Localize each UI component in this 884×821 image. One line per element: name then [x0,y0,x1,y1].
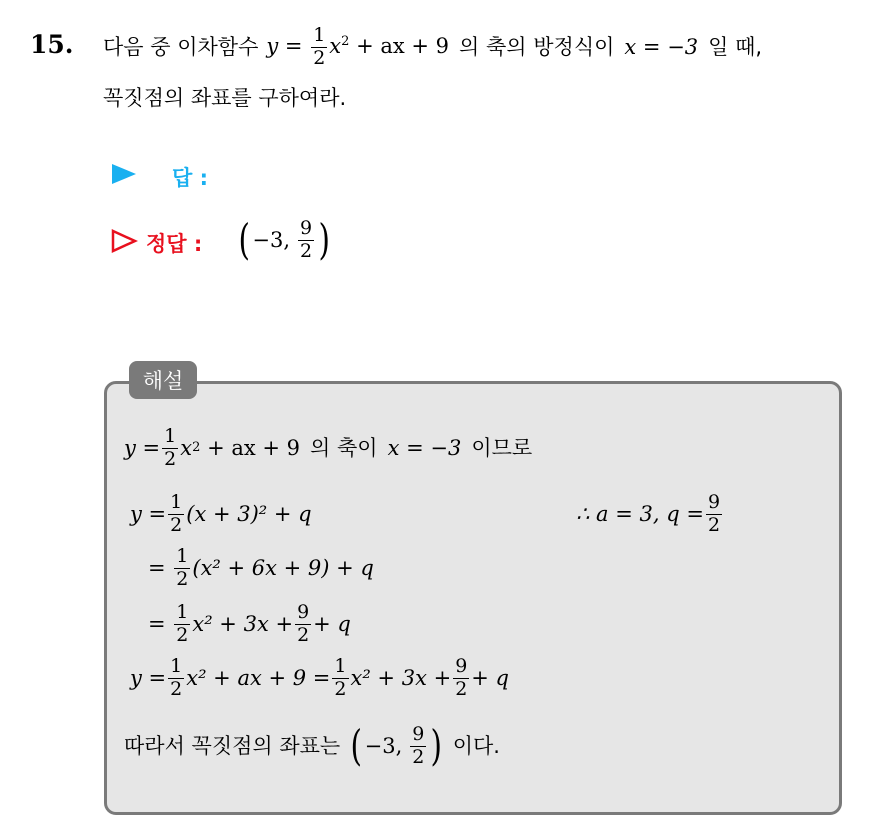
play-arrow-icon [110,162,138,190]
solution-line-1: y = $\frac{1}{2}$ x 2 + ax + 9 의 축이 x = −3 이므로 [124,424,533,470]
problem-number: 15. [30,30,74,59]
solution-line-4: = $\frac{1}{2}$ x² + 3x + $\frac{9}{2}$ + q [148,600,351,646]
problem-text-post: 일 때, [708,34,763,59]
solution-line-2: y = $\frac{1}{2}$ (x + 3)² + q [130,490,312,536]
function-y: y [266,33,279,58]
solution-tag: 해설 [129,361,197,399]
solution-conclusion: 따라서 꼭짓점의 좌표는 ( −3, $\frac{9}{2}$ ) 이다. [124,721,500,770]
correct-x: −3, [252,228,291,252]
axis-equation: x = −3 [624,35,699,59]
solution-line-3: = $\frac{1}{2}$ (x² + 6x + 9) + q [148,544,374,590]
problem-line-2: 꼭짓점의 좌표를 구하여라. [103,86,347,110]
fraction-half: $\frac{1}{2}$ [313,23,326,69]
problem-text-pre: 다음 중 이차함수 [103,34,259,59]
solution-line-5: y = $\frac{1}{2}$ x² + ax + 9 = $\frac{1}{2}$ x² + 3x + $\frac{9}{2}$ + q [130,654,509,700]
function-rest: + ax + 9 [356,33,450,58]
problem-line-1: 다음 중 이차함수 y = $\frac{1}{2}$ $x^2$ + ax + 9 의 축의 방정식이 x = −3 일 때, [103,23,763,69]
correct-answer-label: 정답 : [146,232,203,256]
problem-text-mid: 의 축의 방정식이 [459,34,615,59]
answer-label: 답 : [172,166,208,190]
solution-result: ∴ a = 3, q = $\frac{9}{2}$ [576,490,721,536]
outline-arrow-icon [110,228,138,258]
correct-answer-value: ( −3, $\frac{9}{2}$ ) [238,215,331,264]
